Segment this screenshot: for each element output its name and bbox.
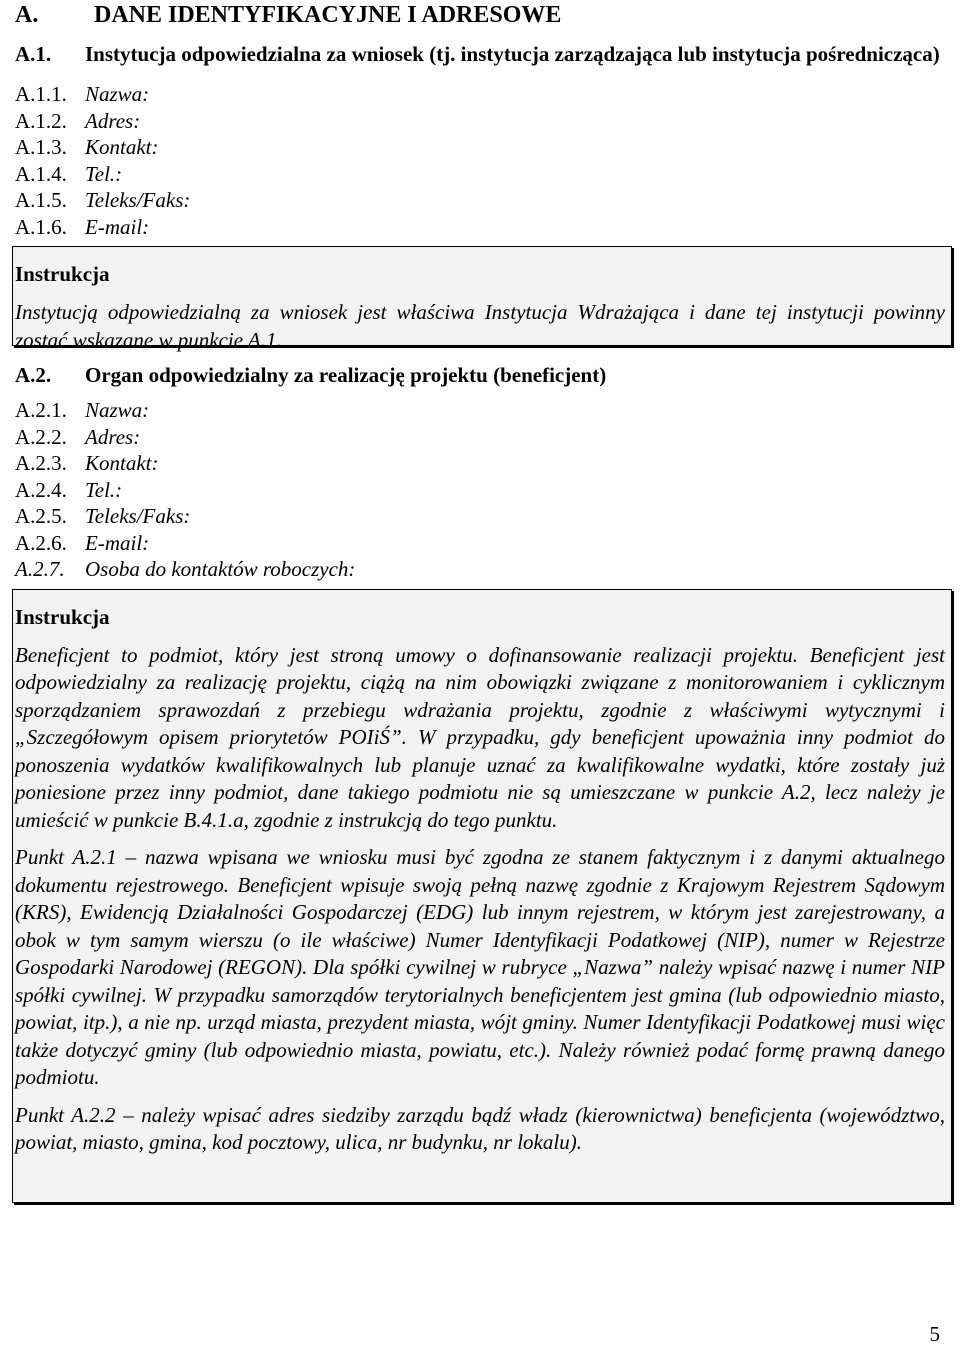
field-label: Tel.:: [85, 477, 123, 502]
section-a-heading: [15, 2, 945, 28]
field-number: A.2.6.: [15, 530, 67, 555]
field-a1-5: [15, 187, 945, 214]
page-number: 5: [929, 1322, 940, 1346]
section-title: DANE IDENTYFIKACYJNE I ADRESOWE: [94, 2, 562, 28]
instruction-paragraph-2: Punkt A.2.1 – nazwa wpisana we wniosku musi być zgodna ze stanem faktycznym i z danymi aktualnego dokumentu rejestrowego. Beneficjent wpisuje swoją pełną nazwę zgodnie z Krajowym Rejestrem Sądowym (KRS), Ewidencją Działalności Gospodarczej (EDG) lub innym rejestrem, w którym jest zarejestrowany, a obok w tym samym wierszu (o ile właściwe) Numer Identyfikacji Podatkowej (NIP), numer w Rejestrze Gospodarki Narodowej (REGON). Dla spółki cywilnej w rubryce „Nazwa” należy wpisać nazwę i numer NIP spółki cywilnej. W przypadku samorządów terytorialnych beneficjentem jest gmina (lub odpowiednio miasto, powiat, itp.), a nie np. urząd miasta, prezydent miasta, wójt gminy. Numer Identyfikacji Podatkowej musi więc także dotyczyć gminy (lub odpowiednio miasta, powiatu, etc.). Należy również podać formę prawną danego podmiotu.: [15, 845, 945, 1089]
field-label: Kontakt:: [85, 135, 159, 159]
a1-number: A.1.: [15, 42, 52, 66]
field-a1-6: [15, 214, 945, 241]
field-number: A.2.4.: [15, 477, 67, 502]
field-a2-2: [15, 424, 945, 451]
field-number: A.1.1.: [15, 82, 67, 106]
instruction-paragraph-3: Punkt A.2.2 – należy wpisać adres siedziby zarządu bądź władz (kierownictwa) beneficjenta (województwo, powiat, miasto, gmina, kod pocztowy, ulica, nr budynku, nr lokalu).: [15, 1102, 945, 1154]
field-label: E-mail:: [85, 214, 150, 239]
field-label: E-mail:: [85, 530, 150, 555]
field-number: A.2.3.: [15, 451, 67, 475]
a1-heading: [15, 41, 945, 68]
field-number: A.1.2.: [15, 108, 67, 133]
field-number: A.2.2.: [15, 424, 67, 449]
field-label: Teleks/Faks:: [85, 504, 191, 528]
field-a2-3: [15, 450, 945, 477]
field-a2-4: [15, 477, 945, 504]
a2-fields: [15, 397, 945, 583]
a2-number: A.2.: [15, 363, 52, 387]
instruction-title: Instrukcja: [15, 604, 110, 629]
field-a2-1: [15, 397, 945, 424]
field-a2-5: [15, 503, 945, 530]
a2-heading: [15, 362, 945, 389]
instruction-paragraph-1: Beneficjent to podmiot, który jest stroną umowy o dofinansowanie realizacji projektu. Beneficjent jest odpowiedzialny za realizację projektu, ciążą na nim obowiązki związane z monitorowaniem i cyklicznym sporządzaniem sprawozdań z przebiegu wdrażania projektu, zgodnie z właściwymi wytycznymi i „Szczegółowym opisem priorytetów POIiŚ”. W przypadku, gdy beneficjent upoważnia inny podmiot do ponoszenia wydatków kwalifikowalnych lub planuje uznać za kwalifikowalne wydatki, które zostały już poniesione przez inny podmiot, dane takiego podmiotu nie są umieszczane w punkcie A.2, lecz należy je umieścić w punkcie B.4.1.a, zgodnie z instrukcją do tego punktu.: [15, 642, 945, 832]
field-label: Adres:: [85, 108, 141, 133]
field-a1-4: [15, 161, 945, 188]
field-a1-2: [15, 108, 945, 135]
field-number: A.1.4.: [15, 161, 67, 186]
section-number: A.: [15, 2, 39, 28]
field-label: Osoba do kontaktów roboczych:: [85, 557, 356, 581]
field-label: Nazwa:: [85, 82, 150, 106]
instruction-text: Instytucją odpowiedzialną za wniosek jest właściwa Instytucja Wdrażająca i dane tej instytucji powinny zostać wskazane w punkcie A.1.: [15, 300, 945, 352]
a2-title: Organ odpowiedzialny za realizację projektu (beneficjent): [85, 363, 607, 387]
field-label: Nazwa:: [85, 398, 150, 422]
field-label: Teleks/Faks:: [85, 188, 191, 212]
a1-title: Instytucja odpowiedzialna za wniosek (tj. instytucja zarządzająca lub instytucja pośrednicząca): [85, 42, 940, 66]
field-a1-3: [15, 134, 945, 161]
field-number: A.1.5.: [15, 188, 67, 212]
field-label: Kontakt:: [85, 451, 159, 475]
field-a2-7: [15, 556, 945, 583]
field-number: A.1.6.: [15, 214, 67, 239]
a1-instruction-box: [12, 246, 952, 352]
field-number: A.2.1.: [15, 398, 67, 422]
a1-fields: [15, 81, 945, 240]
field-label: Adres:: [85, 424, 141, 449]
field-number: A.2.5.: [15, 504, 67, 528]
field-a2-6: [15, 530, 945, 557]
field-a1-1: [15, 81, 945, 108]
a2-instruction-box: [12, 589, 952, 1203]
instruction-title: Instrukcja: [15, 262, 110, 286]
field-number: A.1.3.: [15, 135, 67, 159]
field-label: Tel.:: [85, 161, 123, 186]
document-page: [15, 0, 945, 1203]
field-number: A.2.7.: [15, 557, 65, 581]
